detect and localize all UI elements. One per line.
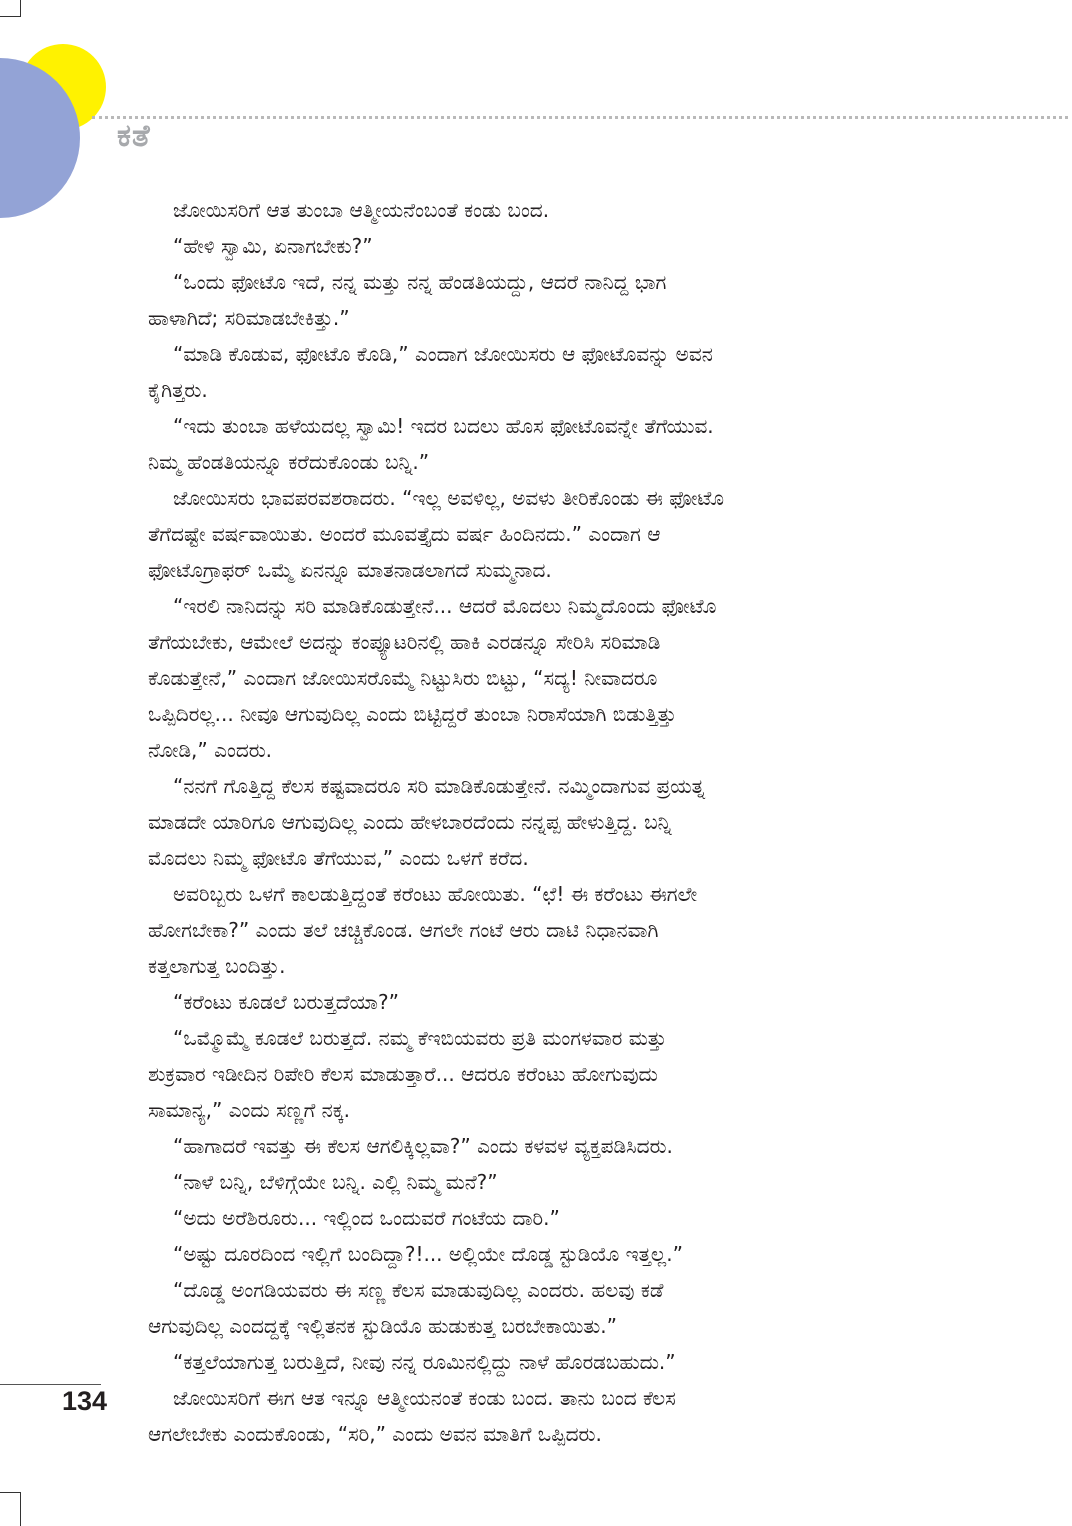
story-line: “ನಾಳೆ ಬನ್ನಿ, ಬೆಳಿಗ್ಗೆಯೇ ಬನ್ನಿ. ಎಲ್ಲಿ ನಿಮ್ಮ ಮನೆ?” <box>173 1170 498 1194</box>
story-line: ನಿಮ್ಮ ಹೆಂಡತಿಯನ್ನೂ ಕರೆದುಕೊಂಡು ಬನ್ನಿ.” <box>148 450 430 474</box>
story-line: ನೋಡಿ,” ಎಂದರು. <box>148 738 273 762</box>
story-line: ಆಗುವುದಿಲ್ಲ ಎಂದದ್ದಕ್ಕೆ ಇಲ್ಲಿತನಕ ಸ್ಟುಡಿಯೊ ಹುಡುಕುತ್ತ ಬರಬೇಕಾಯಿತು.” <box>148 1314 618 1338</box>
story-line: “ನನಗೆ ಗೊತ್ತಿದ್ದ ಕೆಲಸ ಕಷ್ಟವಾದರೂ ಸರಿ ಮಾಡಿಕೊಡುತ್ತೇನೆ. ನಮ್ಮಿಂದಾಗುವ ಪ್ರಯತ್ನ <box>173 774 705 798</box>
story-line: ಶುಕ್ರವಾರ ಇಡೀದಿನ ರಿಪೇರಿ ಕೆಲಸ ಮಾಡುತ್ತಾರೆ... ಆದರೂ ಕರೆಂಟು ಹೋಗುವುದು <box>148 1062 658 1086</box>
story-line: ಅವರಿಬ್ಬರು ಒಳಗೆ ಕಾಲಡುತ್ತಿದ್ದಂತೆ ಕರೆಂಟು ಹೋಯಿತು. “ಛೆ! ಈ ಕರೆಂಟು ಈಗಲೇ <box>173 882 698 906</box>
crop-mark-bottom <box>0 1492 21 1526</box>
story-line: ಆಗಲೇಬೇಕು ಎಂದುಕೊಂಡು, “ಸರಿ,” ಎಂದು ಅವನ ಮಾತಿಗೆ ಒಪ್ಪಿದರು. <box>148 1422 602 1446</box>
story-line: “ಒಂದು ಫೋಟೊ ಇದೆ, ನನ್ನ ಮತ್ತು ನನ್ನ ಹೆಂಡತಿಯದ್ದು, ಆದರೆ ನಾನಿದ್ದ ಭಾಗ <box>173 270 667 294</box>
crop-mark-top <box>0 0 21 17</box>
story-line: ಹೋಗಬೇಕಾ?” ಎಂದು ತಲೆ ಚಚ್ಚಿಕೊಂಡ. ಆಗಲೇ ಗಂಟೆ ಆರು ದಾಟಿ ನಿಧಾನವಾಗಿ <box>148 918 659 942</box>
story-line: “ಅಷ್ಟು ದೂರದಿಂದ ಇಲ್ಲಿಗೆ ಬಂದಿದ್ದಾ?!... ಅಲ್ಲಿಯೇ ದೊಡ್ಡ ಸ್ಟುಡಿಯೊ ಇತ್ತಲ್ಲ.” <box>173 1242 683 1266</box>
story-line: ತೆಗೆಯಬೇಕು, ಆಮೇಲೆ ಅದನ್ನು ಕಂಪ್ಯೂಟರಿನಲ್ಲಿ ಹಾಕಿ ಎರಡನ್ನೂ ಸೇರಿಸಿ ಸರಿಮಾಡಿ <box>148 630 661 654</box>
section-label: ಕತೆ <box>117 118 151 154</box>
story-line: ಕತ್ತಲಾಗುತ್ತ ಬಂದಿತ್ತು. <box>148 954 286 978</box>
story-line: ಜೋಯಿಸರಿಗೆ ಈಗ ಆತ ಇನ್ನೂ ಆತ್ಮೀಯನಂತೆ ಕಂಡು ಬಂದ. ತಾನು ಬಂದ ಕೆಲಸ <box>173 1386 676 1410</box>
story-line: “ಹಾಗಾದರೆ ಇವತ್ತು ಈ ಕೆಲಸ ಆಗಲಿಕ್ಕಿಲ್ಲವಾ?” ಎಂದು ಕಳವಳ ವ್ಯಕ್ತಪಡಿಸಿದರು. <box>173 1134 673 1158</box>
story-line: “ಹೇಳಿ ಸ್ವಾಮಿ, ಏನಾಗಬೇಕು?” <box>173 234 373 258</box>
story-line: “ಕತ್ತಲೆಯಾಗುತ್ತ ಬರುತ್ತಿದೆ, ನೀವು ನನ್ನ ರೂಮಿನಲ್ಲಿದ್ದು ನಾಳೆ ಹೊರಡಬಹುದು.” <box>173 1350 676 1374</box>
story-line: ತೆಗೆದಷ್ಟೇ ವರ್ಷವಾಯಿತು. ಅಂದರೆ ಮೂವತ್ತೈದು ವರ್ಷ ಹಿಂದಿನದು.” ಎಂದಾಗ ಆ <box>148 522 661 546</box>
story-line: “ಇರಲಿ ನಾನಿದನ್ನು ಸರಿ ಮಾಡಿಕೊಡುತ್ತೇನೆ... ಆದರೆ ಮೊದಲು ನಿಮ್ಮದೊಂದು ಫೋಟೊ <box>173 594 717 618</box>
story-line: “ಒಮ್ಮೊಮ್ಮೆ ಕೂಡಲೆ ಬರುತ್ತದೆ. ನಮ್ಮ ಕೆಇಬಿಯವರು ಪ್ರತಿ ಮಂಗಳವಾರ ಮತ್ತು <box>173 1026 667 1050</box>
story-line: ಜೋಯಿಸರಿಗೆ ಆತ ತುಂಬಾ ಆತ್ಮೀಯನೆಂಬಂತೆ ಕಂಡು ಬಂದ. <box>173 198 550 222</box>
story-body <box>148 192 918 1452</box>
footer-rule <box>0 1384 101 1385</box>
story-line: ಕೊಡುತ್ತೇನೆ,” ಎಂದಾಗ ಜೋಯಿಸರೊಮ್ಮೆ ನಿಟ್ಟುಸಿರು ಬಿಟ್ಟು, “ಸದ್ಯ! ನೀವಾದರೂ <box>148 666 658 690</box>
header-dotted-rule <box>92 116 1068 119</box>
story-line: ಮೊದಲು ನಿಮ್ಮ ಫೋಟೊ ತೆಗೆಯುವ,” ಎಂದು ಒಳಗೆ ಕರೆದ. <box>148 846 529 870</box>
story-line: ಒಪ್ಪಿದಿರಲ್ಲ... ನೀವೂ ಆಗುವುದಿಲ್ಲ ಎಂದು ಬಿಟ್ಟಿದ್ದರೆ ತುಂಬಾ ನಿರಾಸೆಯಾಗಿ ಬಿಡುತ್ತಿತ್ತು <box>148 702 677 726</box>
story-line: “ಕರೆಂಟು ಕೂಡಲೆ ಬರುತ್ತದೆಯಾ?” <box>173 990 399 1014</box>
story-line: ಮಾಡದೇ ಯಾರಿಗೂ ಆಗುವುದಿಲ್ಲ ಎಂದು ಹೇಳಬಾರದೆಂದು ನನ್ನಪ್ಪ ಹೇಳುತ್ತಿದ್ದ. ಬನ್ನಿ <box>148 810 672 834</box>
story-line: ಹಾಳಾಗಿದೆ; ಸರಿಮಾಡಬೇಕಿತ್ತು.” <box>148 306 350 330</box>
story-line: “ಅದು ಅರೆಶಿರೂರು... ಇಲ್ಲಿಂದ ಒಂದುವರೆ ಗಂಟೆಯ ದಾರಿ.” <box>173 1206 560 1230</box>
story-line: ಫೋಟೊಗ್ರಾಫರ್ ಒಮ್ಮೆ ಏನನ್ನೂ ಮಾತನಾಡಲಾಗದೆ ಸುಮ್ಮನಾದ. <box>148 558 552 582</box>
story-line: ಸಾಮಾನ್ಯ,” ಎಂದು ಸಣ್ಣಗೆ ನಕ್ಕ. <box>148 1098 351 1122</box>
page-number: 134 <box>62 1386 108 1416</box>
story-line: “ಇದು ತುಂಬಾ ಹಳೆಯದಲ್ಲ ಸ್ವಾಮಿ! ಇದರ ಬದಲು ಹೊಸ ಫೋಟೊವನ್ನೇ ತೆಗೆಯುವ. <box>173 414 714 438</box>
story-line: “ಮಾಡಿ ಕೊಡುವ, ಫೋಟೊ ಕೊಡಿ,” ಎಂದಾಗ ಜೋಯಿಸರು ಆ ಫೋಟೊವನ್ನು ಅವನ <box>173 342 713 366</box>
story-line: ಕೈಗಿತ್ತರು. <box>148 378 208 402</box>
story-line: ಜೋಯಿಸರು ಭಾವಪರವಶರಾದರು. “ಇಲ್ಲ ಅವಳಿಲ್ಲ, ಅವಳು ತೀರಿಕೊಂಡು ಈ ಫೋಟೊ <box>173 486 725 510</box>
story-line: “ದೊಡ್ಡ ಅಂಗಡಿಯವರು ಈ ಸಣ್ಣ ಕೆಲಸ ಮಾಡುವುದಿಲ್ಲ ಎಂದರು. ಹಲವು ಕಡೆ <box>173 1278 664 1302</box>
